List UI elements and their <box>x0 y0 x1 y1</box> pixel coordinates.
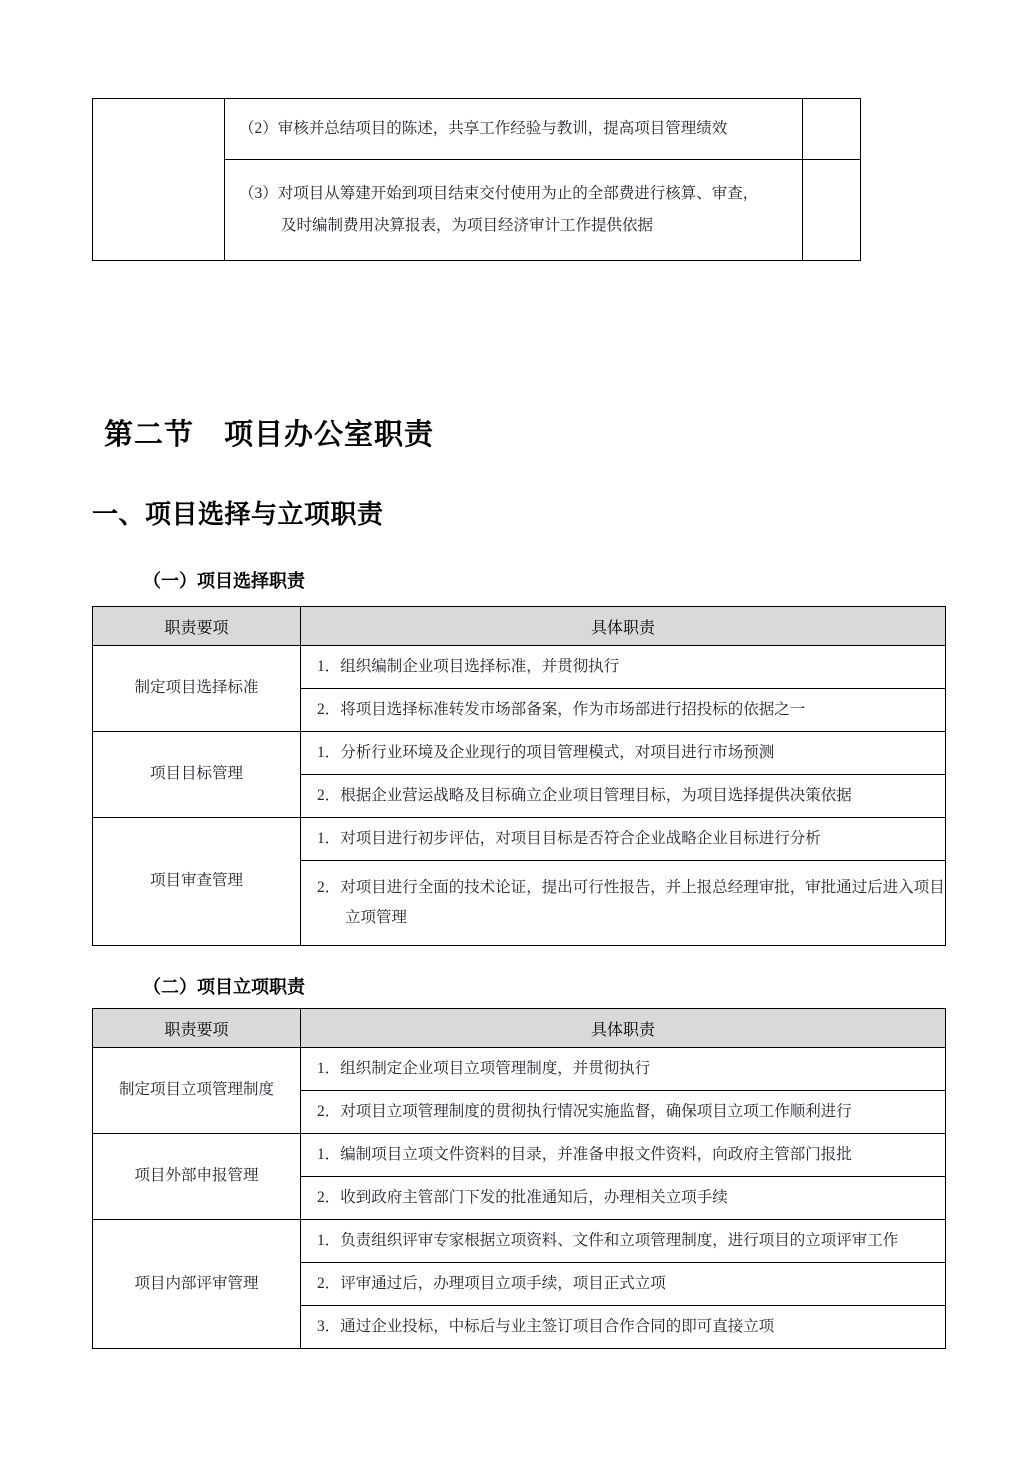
continued-extra-cell <box>803 160 861 261</box>
responsibility-item-cell: 项目外部申报管理 <box>93 1134 301 1220</box>
detail-line: 1．负责组织评审专家根据立项资料、文件和立项管理制度，进行项目的立项评审工作 <box>317 1231 899 1249</box>
project-initiation-responsibility-table <box>92 1008 946 1349</box>
detail-line: 1．组织制定企业项目立项管理制度，并贯彻执行 <box>317 1059 651 1077</box>
detail-line: （2）审核并总结项目的陈述，共享工作经验与教训，提高项目管理绩效 <box>239 120 728 138</box>
table-row <box>93 1220 946 1263</box>
table-row <box>93 646 946 689</box>
responsibility-detail-cell <box>301 1220 946 1263</box>
detail-line: 2．将项目选择标准转发市场部备案，作为市场部进行招投标的依据之一 <box>317 700 806 718</box>
continued-item-cell <box>93 99 225 261</box>
detail-line: 立项管理 <box>345 909 408 926</box>
subsection-heading-one: （一）项目选择职责 <box>143 571 305 592</box>
continued-extra-cell <box>803 99 861 160</box>
table-row <box>93 1134 946 1177</box>
column-header-detail: 具体职责 <box>301 607 946 646</box>
responsibility-detail-cell <box>301 818 946 861</box>
detail-line: （3）对项目从筹建开始到项目结束交付使用为止的全部费进行核算、审查， <box>239 185 759 203</box>
table-header-row <box>93 1009 946 1048</box>
responsibility-item-cell: 项目内部评审管理 <box>93 1220 301 1349</box>
project-selection-responsibility-table <box>92 606 946 946</box>
continued-detail-cell <box>225 99 803 160</box>
table-row <box>93 732 946 775</box>
table-row <box>93 818 946 861</box>
detail-line: 2．根据企业营运战略及目标确立企业项目管理目标，为项目选择提供决策依据 <box>317 786 852 804</box>
section-number: 第二节 <box>104 419 195 451</box>
section-heading <box>104 412 434 453</box>
detail-line: 2．对项目立项管理制度的贯彻执行情况实施监督，确保项目立项工作顺利进行 <box>317 1102 852 1120</box>
detail-line: 1．分析行业环境及企业现行的项目管理模式，对项目进行市场预测 <box>317 743 775 761</box>
responsibility-item-cell: 项目审查管理 <box>93 818 301 946</box>
continued-responsibility-table <box>92 98 861 261</box>
table-row <box>93 99 861 160</box>
subsection-heading-two: （二）项目立项职责 <box>143 977 305 998</box>
detail-line: 2．评审通过后，办理项目立项手续，项目正式立项 <box>317 1274 666 1292</box>
responsibility-detail-cell <box>301 1091 946 1134</box>
column-header-item: 职责要项 <box>93 1009 301 1048</box>
responsibility-detail-cell <box>301 861 946 946</box>
column-header-detail: 具体职责 <box>301 1009 946 1048</box>
responsibility-detail-cell <box>301 1177 946 1220</box>
responsibility-item-cell: 制定项目立项管理制度 <box>93 1048 301 1134</box>
responsibility-detail-cell <box>301 646 946 689</box>
responsibility-detail-cell <box>301 1263 946 1306</box>
responsibility-item-cell: 制定项目选择标准 <box>93 646 301 732</box>
table-header-row <box>93 607 946 646</box>
section-title: 项目办公室职责 <box>224 419 435 451</box>
responsibility-detail-cell <box>301 775 946 818</box>
responsibility-detail-cell <box>301 689 946 732</box>
detail-line: 1．组织编制企业项目选择标准，并贯彻执行 <box>317 657 620 675</box>
responsibility-detail-cell <box>301 1048 946 1091</box>
responsibility-detail-cell <box>301 1134 946 1177</box>
responsibility-item-cell: 项目目标管理 <box>93 732 301 818</box>
column-header-item: 职责要项 <box>93 607 301 646</box>
detail-line: 及时编制费用决算报表，为项目经济审计工作提供依据 <box>281 217 654 234</box>
detail-line: 2．对项目进行全面的技术论证，提出可行性报告，并上报总经理审批，审批通过后进入项目 <box>317 878 945 896</box>
responsibility-detail-cell <box>301 1306 946 1349</box>
detail-line: 1．对项目进行初步评估，对项目目标是否符合企业战略企业目标进行分析 <box>317 829 821 847</box>
detail-line: 2．收到政府主管部门下发的批准通知后，办理相关立项手续 <box>317 1188 728 1206</box>
continued-detail-cell <box>225 160 803 261</box>
detail-line: 1．编制项目立项文件资料的目录，并准备申报文件资料，向政府主管部门报批 <box>317 1145 852 1163</box>
responsibility-detail-cell <box>301 732 946 775</box>
detail-line: 3．通过企业投标，中标后与业主签订项目合作合同的即可直接立项 <box>317 1317 775 1335</box>
level1-heading: 一、项目选择与立项职责 <box>92 500 384 529</box>
table-row <box>93 1048 946 1091</box>
